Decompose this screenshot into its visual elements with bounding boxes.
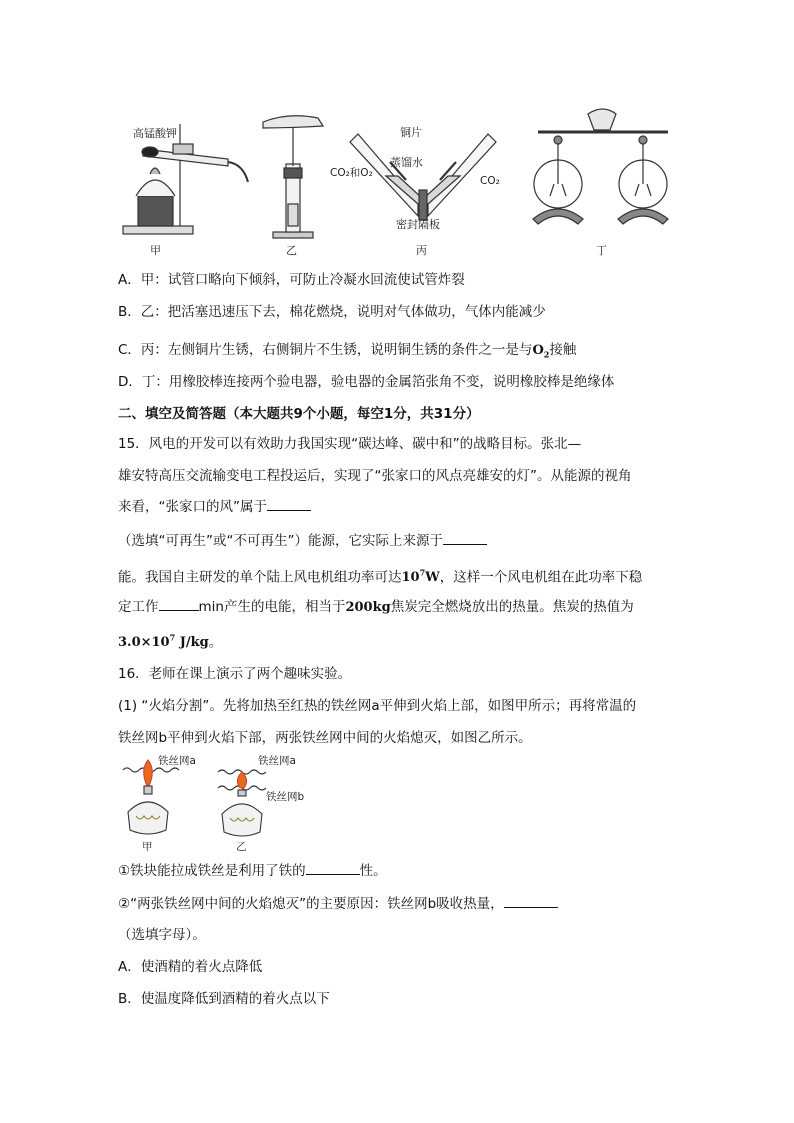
figure-yi-apparatus [263,116,323,238]
option-c [118,340,576,365]
q15-blank-3[interactable] [159,596,199,611]
q15-mass: 200kg [345,600,391,615]
q16-sub2-hint: （选填字母）。 [118,927,206,943]
option-c-tail: 接触 [549,342,577,358]
figure-ding-label: 丁 [596,244,607,257]
q16-line2: (1) “火焰分割”。先将加热至红热的铁丝网a平伸到火焰上部，如图甲所示；再将常温的 [118,698,637,714]
q15-line6: 定工作 min产生的电能，相当于200kg焦炭完全燃烧放出的热量。焦炭的热值为 [118,596,634,618]
q15-line4: （选填“可再生”或“不可再生”）能源，它实际上来源于 [118,530,487,551]
figure-bing-water: 蒸馏水 [390,156,423,169]
q16-line3: 铁丝网b平伸到火焰下部，两张铁丝网中间的火焰熄灭，如图乙所示。 [118,730,532,746]
fig-label-jia: 甲 [142,841,153,853]
q15-power: $10^7W$ [401,568,440,586]
figure-bing-copper: 铜片 [400,126,422,139]
option-a: A．甲：试管口略向下倾斜，可防止冷凝水回流使试管炸裂 [118,272,465,288]
fig-label-a2: 铁丝网a [258,755,296,767]
fig-label-a: 铁丝网a [158,755,196,767]
figure-jia-apparatus [123,124,248,234]
q16-sub2: ②“两张铁丝网中间的火焰熄灭”的主要原因：铁丝网b吸收热量， [118,893,558,914]
option-b: B．乙：把活塞迅速压下去，棉花燃烧，说明对气体做功，气体内能减少 [118,304,546,320]
figure-jia-reagent: 高锰酸钾 [133,127,177,140]
option-c-formula: $O_2$ [532,343,550,360]
figure-jia-label: 甲 [150,244,161,257]
figure-yi-label: 乙 [286,244,297,257]
q16-line1: 16．老师在课上演示了两个趣味实验。 [118,666,352,682]
option-d: D．丁：用橡胶棒连接两个验电器，验电器的金属箔张角不变，说明橡胶棒是绝缘体 [118,374,615,390]
figure-bing-left-gas: CO₂和O₂ [330,167,373,179]
experiment-figure-top [118,104,678,260]
option-c-text: C．丙：左侧铜片生锈，右侧铜片不生锈，说明铜生锈的条件之一是与 [118,342,533,358]
figure-bing-right-gas: CO₂ [480,175,500,187]
q15-blank-2[interactable] [443,530,487,545]
fig-label-yi: 乙 [236,841,247,853]
q16-blank-2[interactable] [504,893,558,908]
q15-blank-1[interactable] [267,496,311,511]
q15-line3: 来看，“张家口的风”属于 [118,496,311,517]
q15-line1: 15．风电的开发可以有效助力我国实现“碳达峰、碳中和”的战略目标。张北— [118,436,582,452]
flame-figure [118,752,338,854]
fig-label-b: 铁丝网b [266,791,305,803]
q15-line7: $3.0\times 10^7$ J/kg。 [118,633,223,651]
q15-line5: 能。我国自主研发的单个陆上风电机组功率可达$10^7W$，这样一个风电机组在此功率下稳 [118,568,643,586]
q16-sub1: ①铁块能拉成铁丝是利用了铁的 性。 [118,860,387,881]
lamp-yi [218,770,266,836]
q15-heat-value: $3.0\times 10^7$ J/kg [118,633,209,651]
figure-ding-apparatus [533,109,668,224]
figure-bing-partition: 密封隔板 [396,218,440,231]
q16-option-a: A．使酒精的着火点降低 [118,959,263,975]
q16-option-b: B．使温度降低到酒精的着火点以下 [118,991,330,1007]
figure-bing-label: 丙 [416,244,427,257]
lamp-jia [123,760,179,834]
q16-blank-1[interactable] [306,860,360,875]
q15-line2: 雄安特高压交流输变电工程投运后，实现了“张家口的风点亮雄安的灯”。从能源的视角 [118,468,632,484]
section-heading: 二、填空及简答题（本大题共9个小题，每空1分，共31分） [118,406,480,422]
